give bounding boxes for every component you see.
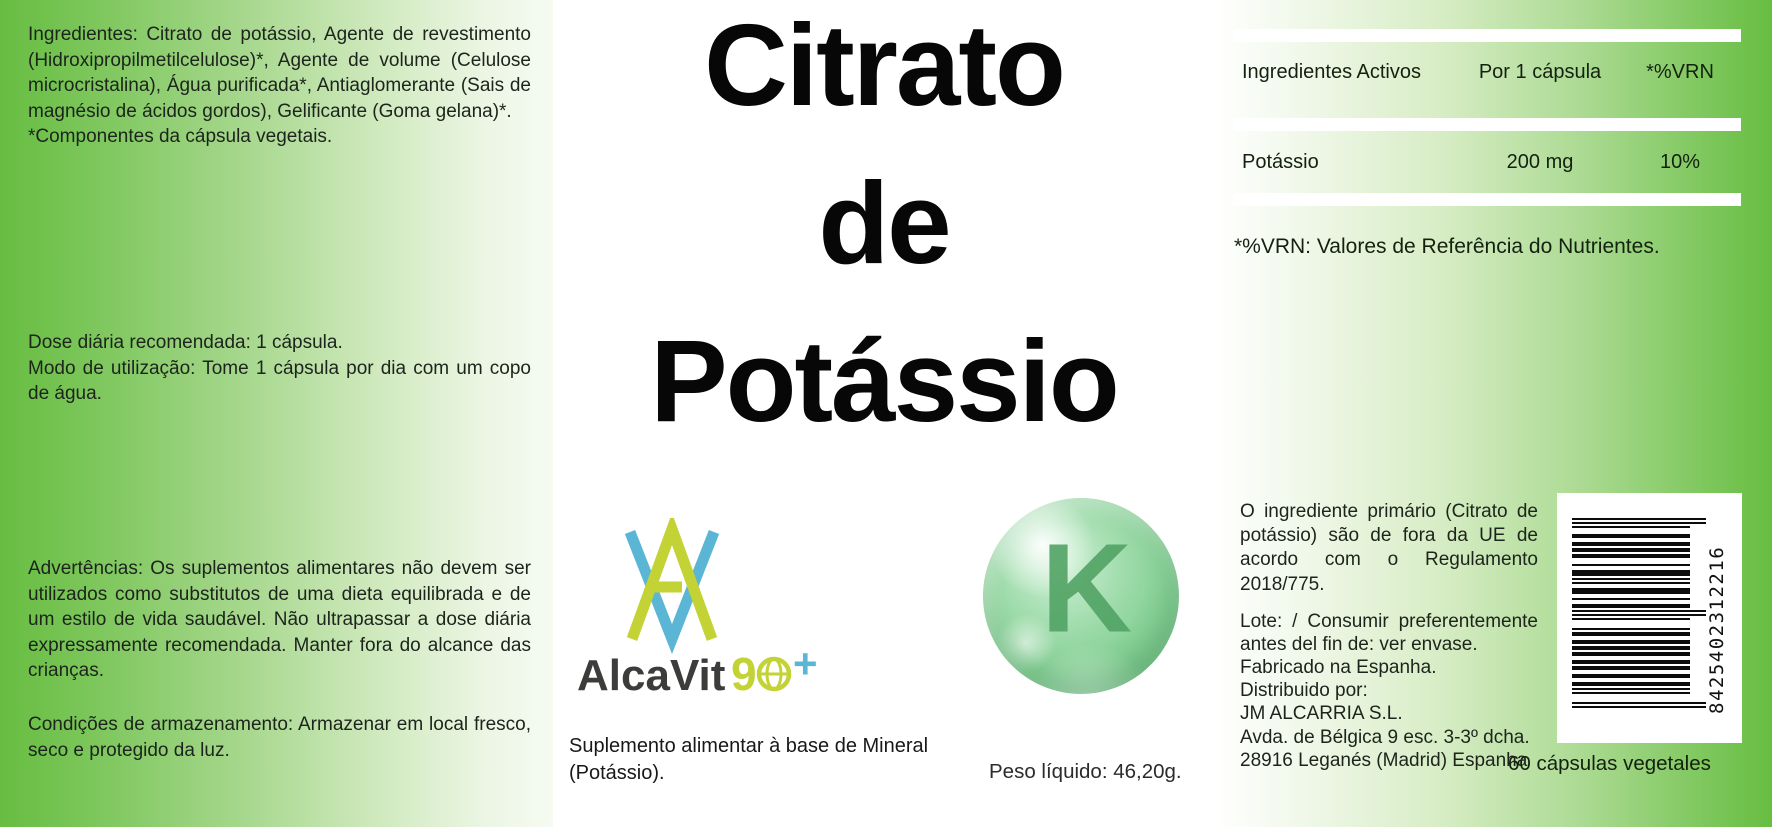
- potassium-sphere-icon: [983, 498, 1179, 694]
- title-line-2: de: [818, 158, 950, 288]
- distributor-block: [1240, 656, 1550, 772]
- warnings-text: Advertências: Os suplementos alimentares não devem ser utilizados como substitutos de uma dieta equilibrada e de um estilo de vida saudável. Não ultrapassar a dose diária expressamente recomendada. Manter fora do alcance das crianças.: [28, 558, 531, 681]
- net-weight-text: Peso líquido: 46,20g.: [989, 760, 1182, 783]
- dosage-block: [28, 330, 531, 407]
- capsule-components-note: *Componentes da cápsula vegetais.: [28, 126, 333, 147]
- title-line-3: Potássio: [650, 316, 1118, 446]
- brand-number-text: 9: [731, 648, 757, 700]
- title-line-1: Citrato: [704, 0, 1064, 130]
- lot-note-text: Lote: / Consumir preferentemente antes del fin de: ver envase.: [1240, 611, 1538, 655]
- alcavit-logo: [573, 518, 823, 708]
- made-in-text: Fabricado na Espanha.: [1240, 657, 1437, 678]
- vrn-note-text: *%VRN: Valores de Referência do Nutrientes.: [1234, 235, 1660, 258]
- alcavit-monogram-icon: [630, 529, 714, 639]
- table-header-vrn: *%VRN: [1646, 61, 1714, 83]
- table-divider-top: [1233, 29, 1741, 42]
- recommended-dose-text: Dose diária recomendada: 1 cápsula.: [28, 332, 343, 353]
- center-panel: [553, 0, 1215, 827]
- usage-text: Modo de utilização: Tome 1 cápsula por dia com um copo de água.: [28, 357, 531, 404]
- ingredients-block: [28, 22, 531, 150]
- table-divider-bottom: [1233, 193, 1741, 206]
- table-divider-middle: [1233, 118, 1741, 131]
- potassium-k-letter: K: [1040, 517, 1132, 659]
- ean-barcode: [1557, 493, 1742, 743]
- barcode-bars-icon: [1557, 493, 1742, 743]
- brand-name-text: AlcaVit: [577, 651, 726, 700]
- left-panel: [0, 0, 553, 827]
- globe-zero-icon: [759, 659, 789, 689]
- ingredients-text: Ingredientes: Citrato de potássio, Agente de revestimento (Hidroxipropilmetilcelulose)*, Agente de volume (Celulose microcristalina), Água purificada*, Antiaglomerante (Sais de magnésio de ácidos gordos), Gelificante (Goma gelana)*.: [28, 24, 531, 122]
- capsule-count-text: 60 cápsulas vegetales: [1508, 752, 1711, 775]
- origin-note-text: O ingrediente primário (Citrato de potássio) são de fora da UE de acordo com o Regulamento 2018/775.: [1240, 501, 1538, 595]
- right-panel: [1215, 0, 1772, 827]
- address-line-1: Avda. de Bélgica 9 esc. 3-3º dcha.: [1240, 726, 1530, 748]
- storage-text: Condições de armazenamento: Armazenar em local fresco, seco e protegido da luz.: [28, 714, 531, 761]
- table-header-ingredients: Ingredientes Activos: [1242, 61, 1421, 83]
- distributed-by-text: Distribuido por:: [1240, 680, 1368, 702]
- table-cell-nutrient: Potássio: [1242, 151, 1319, 173]
- subtitle-text: Suplemento alimentar à base de Mineral (Potássio).: [569, 735, 929, 784]
- product-title: [553, 0, 1215, 460]
- table-header-per-capsule: Por 1 cápsula: [1478, 61, 1602, 83]
- table-cell-percent: 10%: [1659, 151, 1701, 173]
- company-text: JM ALCARRIA S.L.: [1240, 703, 1403, 725]
- barcode-digits-text: 8425402312216: [1706, 545, 1728, 714]
- table-cell-amount: 200 mg: [1506, 151, 1574, 173]
- address-line-2: 28916 Leganés (Madrid) Espanha: [1240, 749, 1528, 771]
- brand-plus-text: +: [793, 640, 818, 687]
